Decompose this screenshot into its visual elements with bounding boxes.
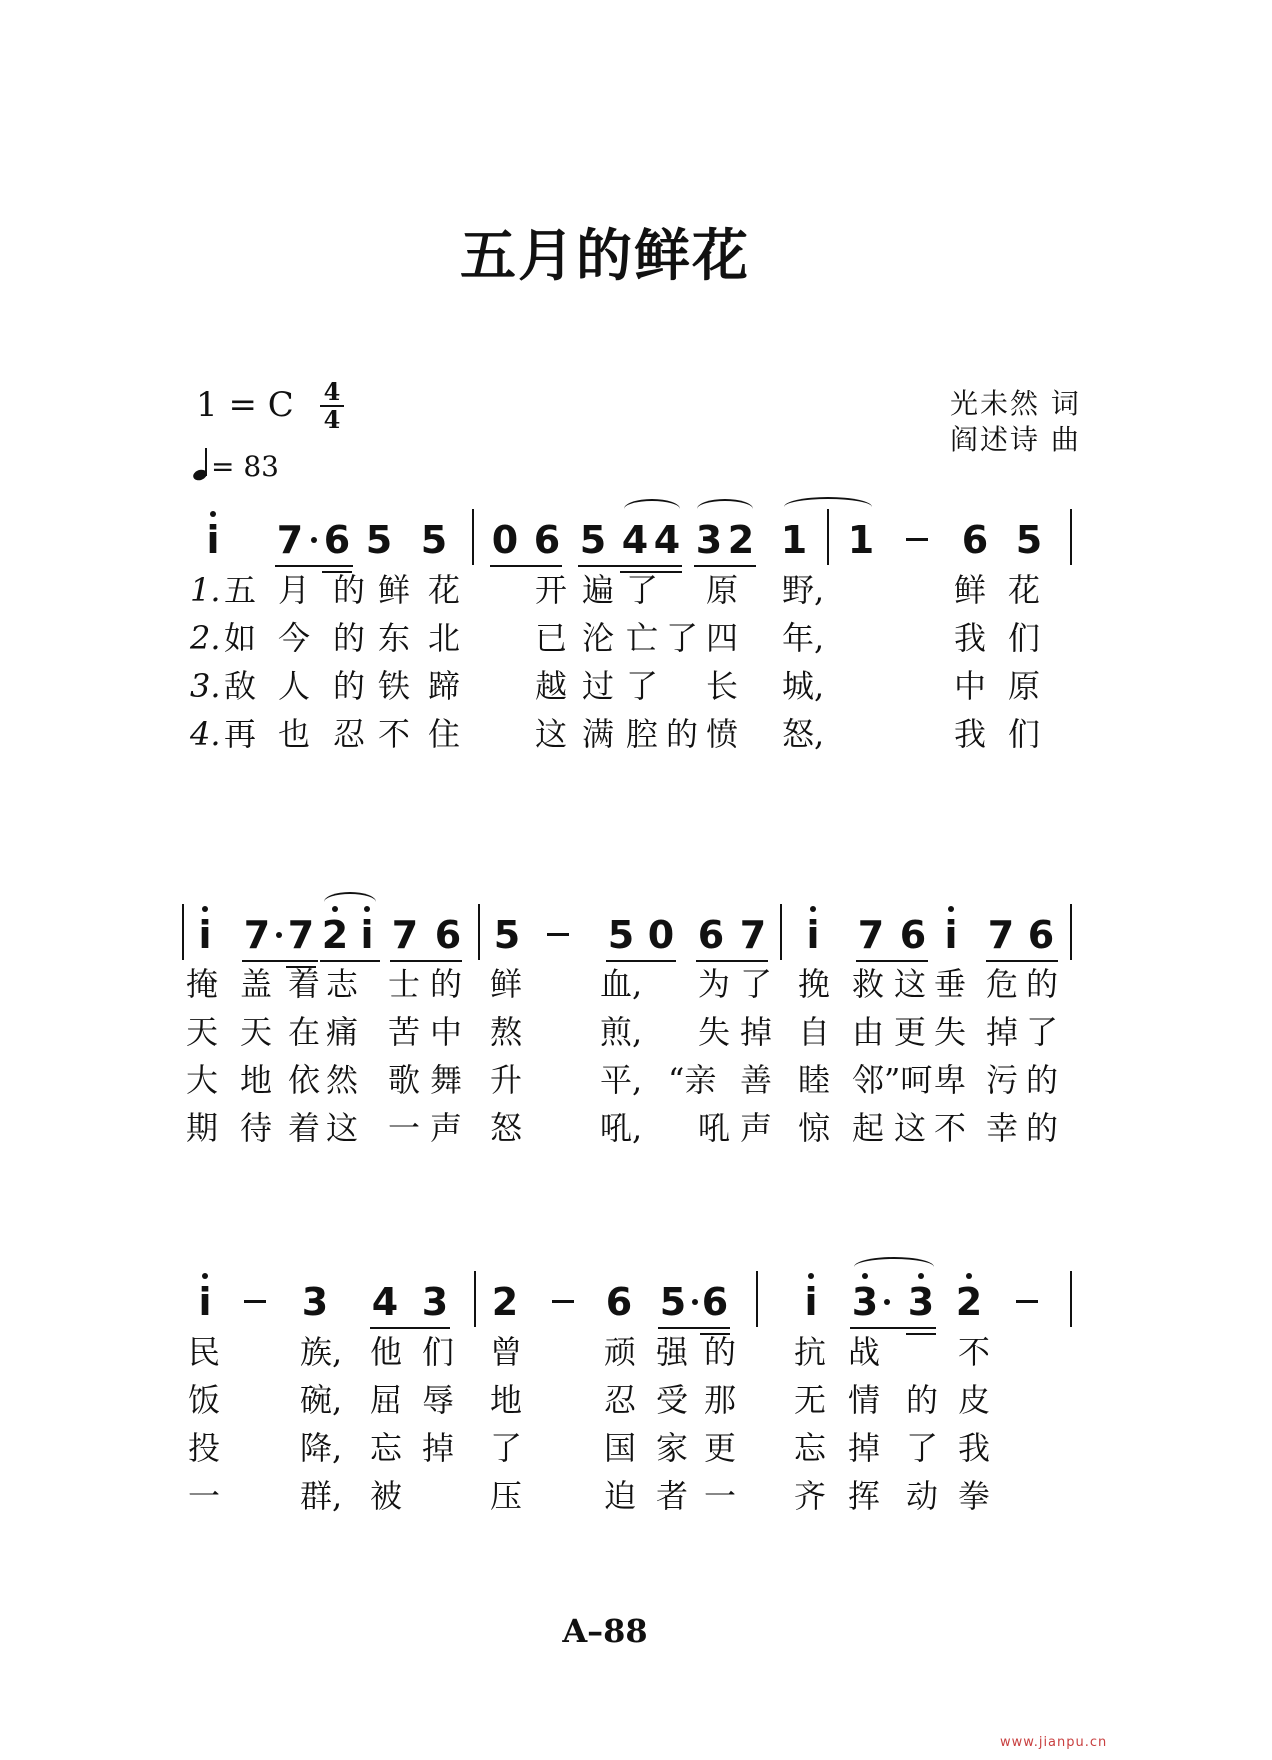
note: 7 <box>739 913 767 957</box>
note: 7 <box>391 913 419 957</box>
note: i <box>936 910 966 960</box>
note: 3 <box>695 518 723 562</box>
note: 3 <box>906 1277 936 1327</box>
note: 6 <box>434 913 462 957</box>
composer-credit: 阎述诗 曲 <box>950 423 1081 456</box>
note: 6 <box>1027 913 1055 957</box>
watermark: www.jianpu.cn <box>1000 1735 1108 1750</box>
note: 2 <box>491 1280 519 1324</box>
quarter-note-icon <box>193 450 211 480</box>
lyric-line-3-4: 一 群, 被 压 迫 者 一 齐 挥 动 拳 <box>188 1477 991 1515</box>
note: 6 <box>533 518 561 562</box>
note: 0 <box>491 518 519 562</box>
note: 6 <box>961 518 989 562</box>
note: 7 <box>276 518 304 562</box>
note: 3 <box>850 1277 880 1327</box>
lyric-line-1-2: 2. 如 今 的 东 北 已 沦 亡 了 四 年, 我 们 <box>190 619 1041 657</box>
lyric-line-3-1: 民 族, 他 们 曾 顽 强 的 抗 战 不 <box>188 1333 991 1371</box>
note: 6 <box>701 1280 729 1324</box>
page-number: A–88 <box>562 1612 648 1650</box>
tempo-marking <box>193 450 279 483</box>
note: 4 <box>653 518 681 562</box>
note: 3 <box>301 1280 329 1324</box>
note: 1 <box>780 518 808 562</box>
note: 4 <box>621 518 649 562</box>
credits <box>950 386 1081 458</box>
lyric-line-2-1: 掩 盖 着 志 士 的 鲜 血, 为 了 挽 救 这 垂 危 的 <box>186 965 1059 1003</box>
note: i <box>190 910 220 960</box>
note: 7 <box>243 913 271 957</box>
music-line-3 <box>190 1277 1090 1327</box>
time-signature-top: 4 <box>323 377 341 406</box>
note: 5 <box>365 518 393 562</box>
lyric-line-1-1: 1. 五 月 的 鲜 花 开 遍 了 原 野, 鲜 花 <box>190 571 1041 609</box>
lyric-line-2-4: 期 待 着 这 一 声 怒 吼, 吼 声 惊 起 这 不 幸 的 <box>186 1109 1059 1147</box>
note: 6 <box>697 913 725 957</box>
note: 5 <box>579 518 607 562</box>
note: 6 <box>605 1280 633 1324</box>
lyric-line-2-2: 天 天 在 痛 苦 中 熬 煎, 失 掉 自 由 更 失 掉 了 <box>186 1013 1059 1051</box>
note: 6 <box>899 913 927 957</box>
note: 5 <box>493 913 521 957</box>
note: i <box>352 910 382 960</box>
key-signature: 1 = C <box>196 385 294 425</box>
tempo-value: = 83 <box>211 450 279 483</box>
note: 6 <box>323 518 351 562</box>
time-signature <box>318 377 346 434</box>
note: 2 <box>727 518 755 562</box>
lyric-line-3-2: 饭 碗, 屈 辱 地 忍 受 那 无 情 的 皮 <box>188 1381 991 1419</box>
note: 2 <box>954 1277 984 1327</box>
note: 5 <box>659 1280 687 1324</box>
note: i <box>798 910 828 960</box>
note: 0 <box>647 913 675 957</box>
lyric-line-3-3: 投 降, 忘 掉 了 国 家 更 忘 掉 了 我 <box>188 1429 991 1467</box>
time-signature-bottom: 4 <box>323 405 341 434</box>
note: 1 <box>847 518 875 562</box>
note: i <box>198 515 228 565</box>
song-title: 五月的鲜花 <box>460 224 750 289</box>
lyricist-credit: 光未然 词 <box>950 387 1081 420</box>
lyric-line-2-3: 大 地 依 然 歌 舞 升 平, “亲 善 睦 邻”呵 卑 污 的 <box>186 1061 1059 1099</box>
note: 7 <box>857 913 885 957</box>
lyric-line-1-4: 4. 再 也 忍 不 住 这 满 腔 的 愤 怒, 我 们 <box>190 715 1041 753</box>
note: i <box>190 1277 220 1327</box>
note: 2 <box>320 910 350 960</box>
note: i <box>796 1277 826 1327</box>
note: 5 <box>607 913 635 957</box>
note: 5 <box>420 518 448 562</box>
note: 3 <box>421 1280 449 1324</box>
note: 7 <box>987 913 1015 957</box>
music-line-1 <box>190 515 1090 565</box>
music-line-2 <box>190 910 1090 960</box>
note: 5 <box>1015 518 1043 562</box>
note: 4 <box>371 1280 399 1324</box>
note: 7 <box>287 913 315 957</box>
lyric-line-1-3: 3. 敌 人 的 铁 蹄 越 过 了 长 城, 中 原 <box>190 667 1041 705</box>
